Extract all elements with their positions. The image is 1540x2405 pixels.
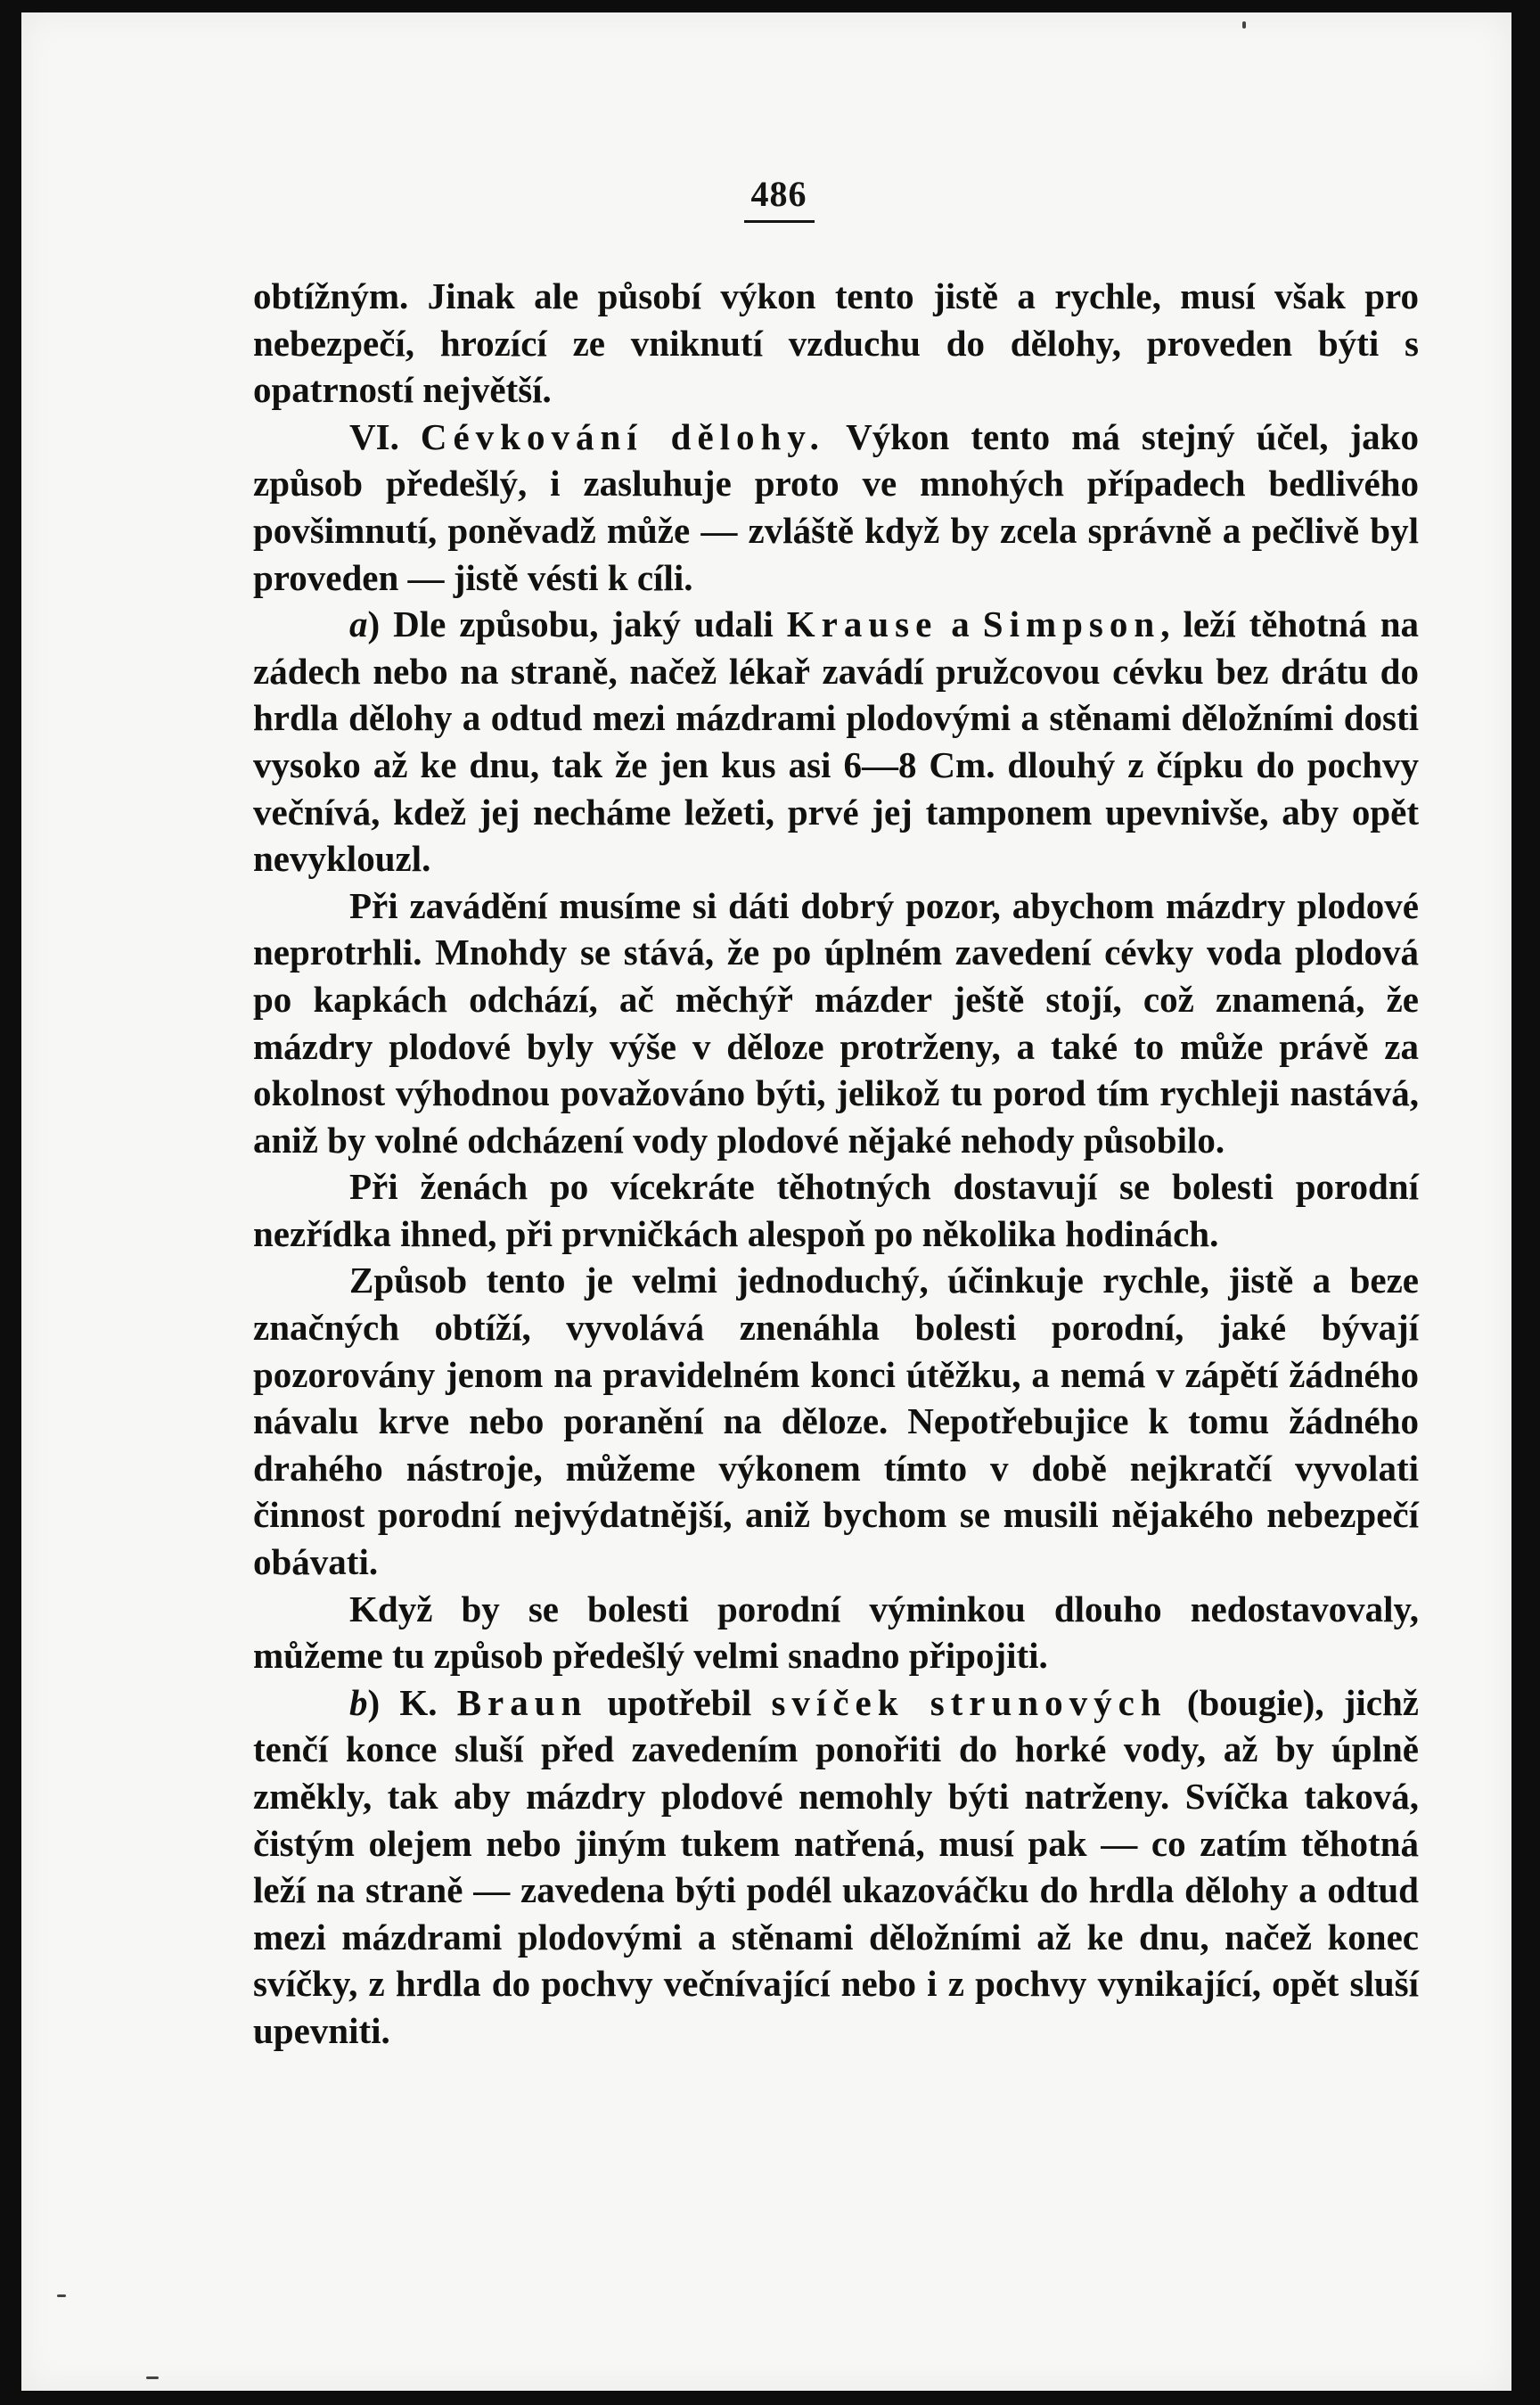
text-run: a (938, 603, 983, 645)
body-text (253, 273, 1419, 2055)
text-run: VI. (349, 415, 421, 457)
paragraph (253, 1163, 1419, 1257)
italic-marker: b (349, 1681, 368, 1723)
page-number: 486 (21, 173, 1511, 223)
text-run: obtížným. Jinak ale působí výkon tento jistě a rychle, musí však pro nebezpečí, hrozící ze vniknutí vzduchu do dělohy, proveden býti s opatrností největší. (253, 275, 1419, 411)
paragraph-cevkovani-heading (253, 414, 1419, 601)
paragraph (253, 1586, 1419, 1679)
book-page (21, 12, 1511, 2391)
text-run: Při ženách po vícekráte těhotných dostavují se bolesti porodní nezřídka ihned, při prvničkách alespoň po několika hodinách. (253, 1166, 1419, 1254)
paragraph (253, 1257, 1419, 1585)
text-run: , leží těhotná na zádech nebo na straně, načež lékař zavádí pružcovou cévku bez drátu do hrdla dělohy a odtud mezi mázdrami plodovými a stěnami děložními dosti vysoko až ke dnu, tak že jen kus asi 6—8 Cm. dlouhý z čípku do pochvy večnívá, kdež jej necháme ležeti, prvé jej tamponem upevnivše, aby opět nevyklouzl. (253, 603, 1420, 880)
text-run: upotřebil (587, 1681, 772, 1723)
spaced-emphasis: Cévkování dělohy. (420, 415, 825, 457)
text-run: Při zavádění musíme si dáti dobrý pozor, abychom mázdry plodové neprotrhli. Mnohdy se stává, že po úplném zavedení cévky voda plodová po kapkách odchází, ač měchýř mázder ještě stojí, což znamená, že mázdry plodové byly výše v děloze protrženy, a také to může právě za okolnost výhodnou považováno býti, jelikož tu porod tím rychleji nastává, aniž by volné odcházení vody plodové nějaké nehody působilo. (253, 884, 1419, 1161)
scan-speck (57, 2294, 66, 2297)
text-run: (bougie), jichž tenčí konce sluší před zavedením ponořiti do horké vody, až by úplně změkly, tak aby mázdry plodové nemohly býti natrženy. Svíčka taková, čistým olejem nebo jiným tukem natřená, musí pak — co zatím těhotná leží na straně — zavedena býti podél ukazováčku do hrdla dělohy a odtud mezi mázdrami plodovými a stěnami děložními až ke dnu, načež konec svíčky, z hrdla do pochvy večnívající nebo i z pochvy vynikající, opět sluší upevniti. (253, 1681, 1419, 2051)
spaced-emphasis: Krause (786, 603, 938, 645)
italic-marker: a (349, 603, 368, 645)
scan-speck (1242, 21, 1246, 29)
text-run: ) K. (367, 1681, 457, 1723)
spaced-emphasis: Braun (456, 1681, 588, 1723)
text-run: Když by se bolesti porodní výminkou dlouho nedostavovaly, můžeme tu způsob předešlý velmi snadno připojiti. (253, 1588, 1419, 1677)
spaced-emphasis: svíček strunových (771, 1681, 1167, 1723)
spaced-emphasis: Simpson (982, 603, 1161, 645)
text-run: ) Dle způsobu, jaký udali (367, 603, 787, 645)
scan-speck (146, 2376, 159, 2379)
text-run: Způsob tento je velmi jednoduchý, účinkuje rychle, jistě a beze značných obtíží, vyvolává znenáhla bolesti porodní, jaké bývají pozorovány jenom na pravidelném konci útěžku, a nemá v zápětí žádného návalu krve nebo poranění na děloze. Nepotřebujice k tomu žádného drahého nástroje, můžeme výkonem tímto v době nejkratčí vyvolati činnost porodní nejvýdatnější, aniž bychom se musili nějakého nebezpečí obávati. (253, 1260, 1419, 1583)
paragraph (253, 882, 1419, 1164)
paragraph (253, 273, 1419, 414)
text-run: Výkon tento má stejný účel, jako způsob předešlý, i zasluhuje proto ve mnohých případech bedlivého povšimnutí, poněvadž může — zvláště když by zcela správně a pečlivě byl proveden — jistě vésti k cíli. (253, 415, 1419, 598)
paragraph-method-b (253, 1679, 1419, 2055)
paragraph-method-a (253, 601, 1419, 882)
